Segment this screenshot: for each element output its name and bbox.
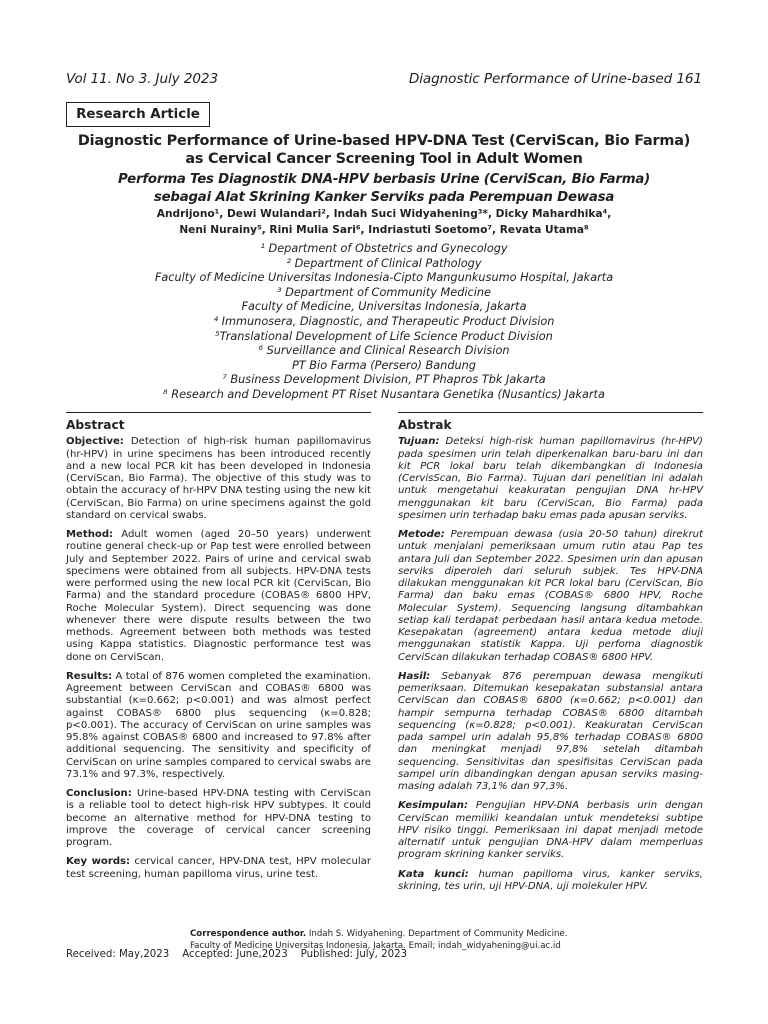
authors-line-2: Neni Nurainy⁵, Rini Mulia Sari⁶, Indriastuti Soetomo⁷, Revata Utama⁸ <box>179 224 589 236</box>
katakunci-text: human papilloma virus, kanker serviks, skrining, tes urin, uji HPV-DNA, uji molekuler HPV. <box>398 868 703 892</box>
abstrak-hasil <box>398 671 703 794</box>
correspondence-name: Indah S. Widyahening. Department of Community Medicine. <box>308 929 568 939</box>
affiliation-line: ³ Department of Community Medicine <box>277 285 491 299</box>
hasil-text: Sebanyak 876 perempuan dewasa mengikuti pemeriksaan. Ditemukan kesepakatan substansial antara CerviScan dan COBAS® 6800 (κ=0.662; p<0.001) dan hampir sempurna terhadap COBAS® 6800 ditambah sequencing (κ=0.828; p<0.001). Keakuratan CerviScan pada sampel urin adalah 95,8% terhadap COBAS® 6800 dan meningkat menjadi 97,8% setelah ditambah sequencing. Sensitivitas dan spesifisitas CerviScan pada sampel urin dibandingkan dengan apusan serviks masing-masing adalah 73,1% dan 97,3%. <box>398 670 703 792</box>
abstrak-katakunci <box>398 869 703 894</box>
hasil-label: Hasil: <box>398 670 431 682</box>
results-text: A total of 876 women completed the examination. Agreement between CerviScan and COBAS® 6800 was substantial (κ=0.662; p<0.001) and was almost perfect against COBAS® 6800 plus sequencing (κ=0.828; p<0.001). The accuracy of CerviScan on urine samples was 95.8% against COBAS® 6800 and increased to 97.8% after additional sequencing. The sensitivity and specificity of CerviScan on urine samples compared to cervical swabs are 73.1% and 97.3%, respectively. <box>66 670 371 780</box>
affiliation-line: Faculty of Medicine Universitas Indonesia-Cipto Mangunkusumo Hospital, Jakarta <box>154 271 614 285</box>
method-text: Adult women (aged 20–50 years) underwent routine general check-up or Pap test were enrolled between July and September 2022. Pairs of urine and cervical swab specimens were obtained from all subjects. HPV-DNA tests were performed using the new local PCR kit (CerviScan, Bio Farma) and the standard procedure (COBAS® 6800 HPV, Roche Molecular System). Direct sequencing was done whenever there were dispute results between the two methods. Agreement between both methods was tested using Kappa statistics. Diagnostic performance test was done on CerviScan. <box>66 529 371 663</box>
abstract-heading: Abstract <box>66 418 125 432</box>
title-line-2: as Cervical Cancer Screening Tool in Adult Women <box>185 151 583 167</box>
subtitle-line-1: Performa Tes Diagnostik DNA-HPV berbasis Urine (CerviScan, Bio Farma) <box>117 172 651 187</box>
affiliation-line: ⁵Translational Development of Life Science Product Division <box>215 329 553 343</box>
abstrak-kesimpulan <box>398 800 703 861</box>
correspondence-line-2: Faculty of Medicine Universitas Indonesia, Jakarta. Email; indah_widyahening@ui.ac.id <box>190 940 561 951</box>
authors-line-1: Andrijono¹, Dewi Wulandari², Indah Suci Widyahening³*, Dicky Mahardhika⁴, <box>156 208 612 220</box>
abstract-divider <box>66 412 371 413</box>
publication-dates: Received: May,2023 Accepted: June,2023 Published: July, 2023 <box>66 949 408 960</box>
article-type-label: Research Article <box>66 102 210 127</box>
tujuan-label: Tujuan: <box>398 436 440 448</box>
abstrak-indonesian <box>398 419 703 900</box>
affiliation-line: ⁴ Immunosera, Diagnostic, and Therapeutic Product Division <box>213 314 555 328</box>
running-header-title-page: Diagnostic Performance of Urine-based 161 <box>408 71 702 87</box>
affiliation-line: ¹ Department of Obstetrics and Gynecology <box>260 242 508 255</box>
abstract-conclusion <box>66 788 371 849</box>
objective-label: Objective: <box>66 436 124 448</box>
objective-text: Detection of high-risk human papillomavirus (hr-HPV) in urine specimens has been introduced recently and a new local PCR kit has been developed in Indonesia (CerviScan, Bio Farma). The objective of this study was to obtain the accuracy of hr-HPV DNA testing using the new kit (CerviScan, Bio Farma) on urine specimens against the gold standard on cervical swabs. <box>66 436 371 521</box>
abstract-keywords <box>66 856 371 881</box>
abstract-objective <box>66 436 371 522</box>
affiliation-line: ⁸ Research and Development PT Riset Nusantara Genetika (Nusantics) Jakarta <box>163 387 605 401</box>
kesimpulan-label: Kesimpulan: <box>398 800 469 812</box>
abstrak-tujuan <box>398 436 703 522</box>
keywords-label: Key words: <box>66 856 131 868</box>
affiliations <box>40 242 728 403</box>
correspondence-label: Correspondence author. <box>190 929 307 939</box>
keywords-text: cervical cancer, HPV-DNA test, HPV molecular test screening, human papilloma virus, urine test. <box>66 856 371 880</box>
tujuan-text: Deteksi high-risk human papillomavirus (hr-HPV) pada spesimen urin telah diperkenalkan baru-baru ini dan kit PCR lokal baru telah dikembangkan di Indonesia (CervisScan, Bio Farma). Tujuan dari penelitian ini adalah untuk mengetahui keakuratan pengujian DNA hr-HPV menggunakan kit baru (CerviScan, Bio Farma) pada spesimen urin terhadap baku emas pada apusan serviks. <box>398 436 703 521</box>
conclusion-label: Conclusion: <box>66 788 132 799</box>
metode-label: Metode: <box>398 529 445 540</box>
kesimpulan-text: Pengujian HPV-DNA berbasis urin dengan CerviScan memiliki keandalan untuk mendeteksi subtipe HPV risiko tinggi. Pemeriksaan ini dapat menjadi metode alternatif untuk pengujian DNA-HPV dalam memperluas program skrining kanker serviks. <box>398 800 703 861</box>
abstrak-divider <box>398 412 703 413</box>
affiliation-line: Faculty of Medicine, Universitas Indonesia, Jakarta <box>241 300 527 314</box>
method-label: Method: <box>66 529 114 540</box>
conclusion-text: Urine-based HPV-DNA testing with CerviScan is a reliable tool to detect high-risk HPV subtypes. It could become an alternative method for HPV-DNA testing to improve the coverage of cervical cancer screening program. <box>66 788 371 848</box>
results-label: Results: <box>66 670 113 682</box>
subtitle-line-2: sebagai Alat Skrining Kanker Serviks pada Perempuan Dewasa <box>153 190 615 205</box>
abstract-results <box>66 671 371 781</box>
correspondence-line-1 <box>190 929 567 941</box>
affiliation-line: ⁷ Business Development Division, PT Phapros Tbk Jakarta <box>222 373 546 387</box>
abstrak-heading: Abstrak <box>398 418 452 432</box>
affiliation-line: PT Bio Farma (Persero) Bandung <box>292 358 476 372</box>
running-header-volume: Vol 11. No 3. July 2023 <box>66 71 219 87</box>
abstrak-metode <box>398 529 703 664</box>
title-line-1: Diagnostic Performance of Urine-based HPV-DNA Test (CerviScan, Bio Farma) <box>77 133 691 149</box>
abstract-method <box>66 529 371 664</box>
metode-text: Perempuan dewasa (usia 20-50 tahun) direkrut untuk menjalani pemeriksaan umum rutin atau Pap tes antara Juli dan September 2022. Spesimen urin dan apusan serviks diperoleh dari seluruh subjek. Tes HPV-DNA dilakukan menggunakan kit PCR lokal baru (CerviScan, Bio Farma) dan baku emas (COBAS® 6800 HPV, Roche Molecular System). Sequencing langsung ditambahkan setiap kali terdapat perbedaan hasil antara kedua metode. Kesepakatan (agreement) antara kedua metode diuji menggunakan statistik Kappa. Uji perfoma diagnostik CerviScan dilakukan terhadap COBAS® 6800 HPV. <box>398 529 703 663</box>
katakunci-label: Kata kunci: <box>398 868 469 880</box>
abstract-english <box>66 419 371 888</box>
affiliation-line: ⁶ Surveillance and Clinical Research Division <box>258 344 510 358</box>
affiliation-line: ² Department of Clinical Pathology <box>286 256 482 270</box>
